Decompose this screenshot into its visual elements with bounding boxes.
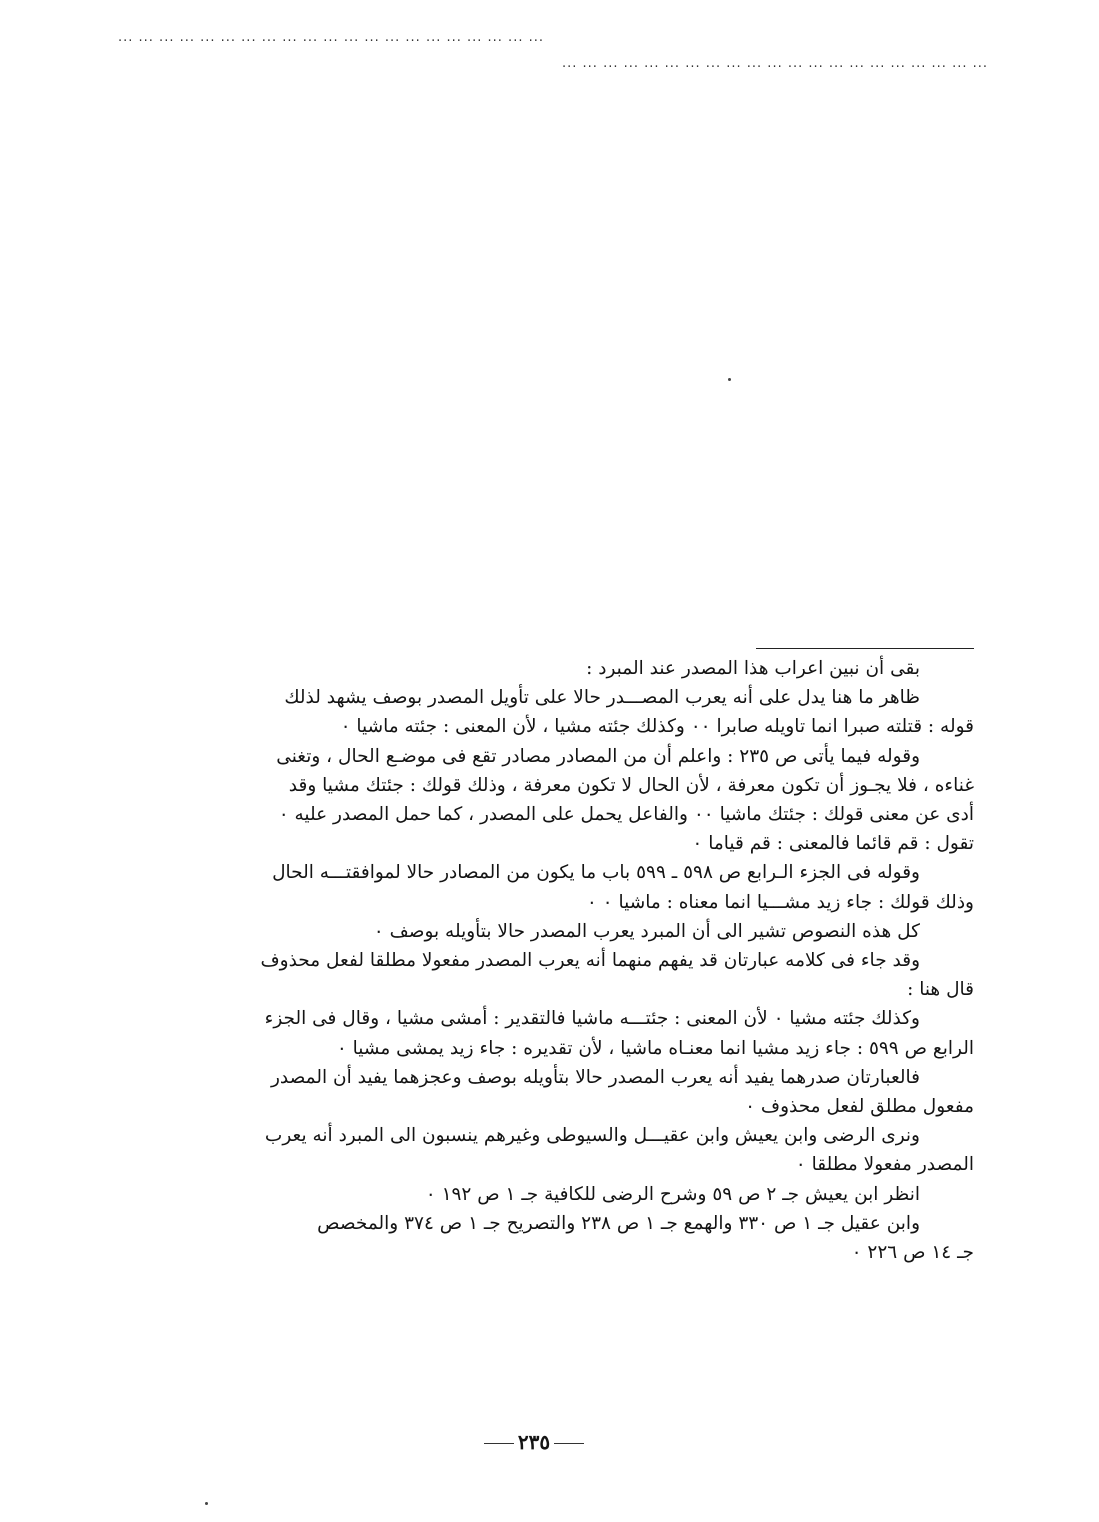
footnote-line: الرابع ص ٥٩٩ : جاء زيد مشيا انما معنـاه ماشيا ، لأن تقديره : جاء زيد يمشى مشيا ٠ (336, 1037, 974, 1059)
footnote-line: وقوله فى الجزء الـرابع ص ٥٩٨ ـ ٥٩٩ باب ما يكون من المصادر حالا لموافقتـــه الحال (272, 862, 920, 884)
page-number-dash (484, 1443, 514, 1444)
footnote-text (118, 654, 974, 1412)
ellipsis-separator (118, 30, 988, 70)
scan-speck (728, 378, 731, 381)
footnote-line: قوله : قتلته صبرا انما تاويله صابرا ٠٠ وكذلك جئته مشيا ، لأن المعنى : جئته ماشيا ٠ (340, 716, 974, 738)
page-number-dash (554, 1443, 584, 1444)
footnote-line: قال هنا : (907, 979, 974, 1001)
page-number (474, 1430, 594, 1458)
footnote-line: جـ ١٤ ص ٢٢٦ ٠ (851, 1242, 974, 1264)
footnote-line: ونرى الرضى وابن يعيش وابن عقيـــل والسيوطى وغيرهم ينسبون الى المبرد أنه يعرب (264, 1125, 920, 1147)
footnote-line: وذلك قولك : جاء زيد مشـــيا انما معناه : ماشيا ٠ ٠ (586, 891, 974, 913)
footnote-divider (756, 648, 974, 649)
footnote-line: انظر ابن يعيش جـ ٢ ص ٥٩ وشرح الرضى للكافية جـ ١ ص ١٩٢ ٠ (425, 1183, 920, 1205)
footnote-line: ظاهر ما هنا يدل على أنه يعرب المصـــدر حالا على تأويل المصدر بوصف يشهد لذلك (284, 687, 920, 709)
footnote-line: وكذلك جئته مشيا ٠ لأن المعنى : جئتـــه ماشيا فالتقدير : أمشى مشيا ، وقال فى الجزء (264, 1008, 920, 1030)
footnote-line: وقد جاء فى كلامه عبارتان قد يفهم منهما أنه يعرب المصدر مفعولا مطلقا لفعل محذوف (260, 950, 920, 972)
page-number-text: ٢٣٥ (517, 1430, 551, 1454)
footnote-line: غناءه ، فلا يجـوز أن تكون معرفة ، لأن الحال لا تكون معرفة ، وذلك قولك : جئتك مشيا وقد (288, 774, 974, 796)
footnote-line: مفعول مطلق لفعل محذوف ٠ (745, 1096, 974, 1118)
footnote-line: أدى عن معنى قولك : جئتك ماشيا ٠٠ والفاعل يحمل على المصدر ، كما حمل المصدر عليه ٠ (278, 804, 974, 826)
footnote-line: تقول : قم قائما فالمعنى : قم قياما ٠ (692, 833, 974, 855)
footnote-line: وقوله فيما يأتى ص ٢٣٥ : واعلم أن من المصادر مصادر تقع فى موضـع الحال ، وتغنى (276, 745, 920, 767)
footnote-line: بقى أن نبين اعراب هذا المصدر عند المبرد : (586, 658, 920, 679)
scan-speck (205, 1502, 208, 1505)
footnote-line: فالعبارتان صدرهما يفيد أنه يعرب المصدر حالا بتأويله بوصف وعجزهما يفيد أن المصدر (270, 1066, 920, 1088)
footnote-line: وابن عقيل جـ ١ ص ٣٣٠ والهمع جـ ١ ص ٢٣٨ والتصريح جـ ١ ص ٣٧٤ والمخصص (317, 1212, 920, 1234)
ellipsis-line-2: ... ... ... ... ... ... ... ... ... ... ... ... ... ... ... ... ... ... ... ... ... (562, 56, 988, 70)
footnote-line: كل هذه النصوص تشير الى أن المبرد يعرب المصدر حالا بتأويله بوصف ٠ (373, 920, 920, 942)
ellipsis-line-1: ... ... ... ... ... ... ... ... ... ... ... ... ... ... ... ... ... ... ... ... ... (118, 30, 544, 45)
footnote-line: المصدر مفعولا مطلقا ٠ (795, 1154, 974, 1176)
